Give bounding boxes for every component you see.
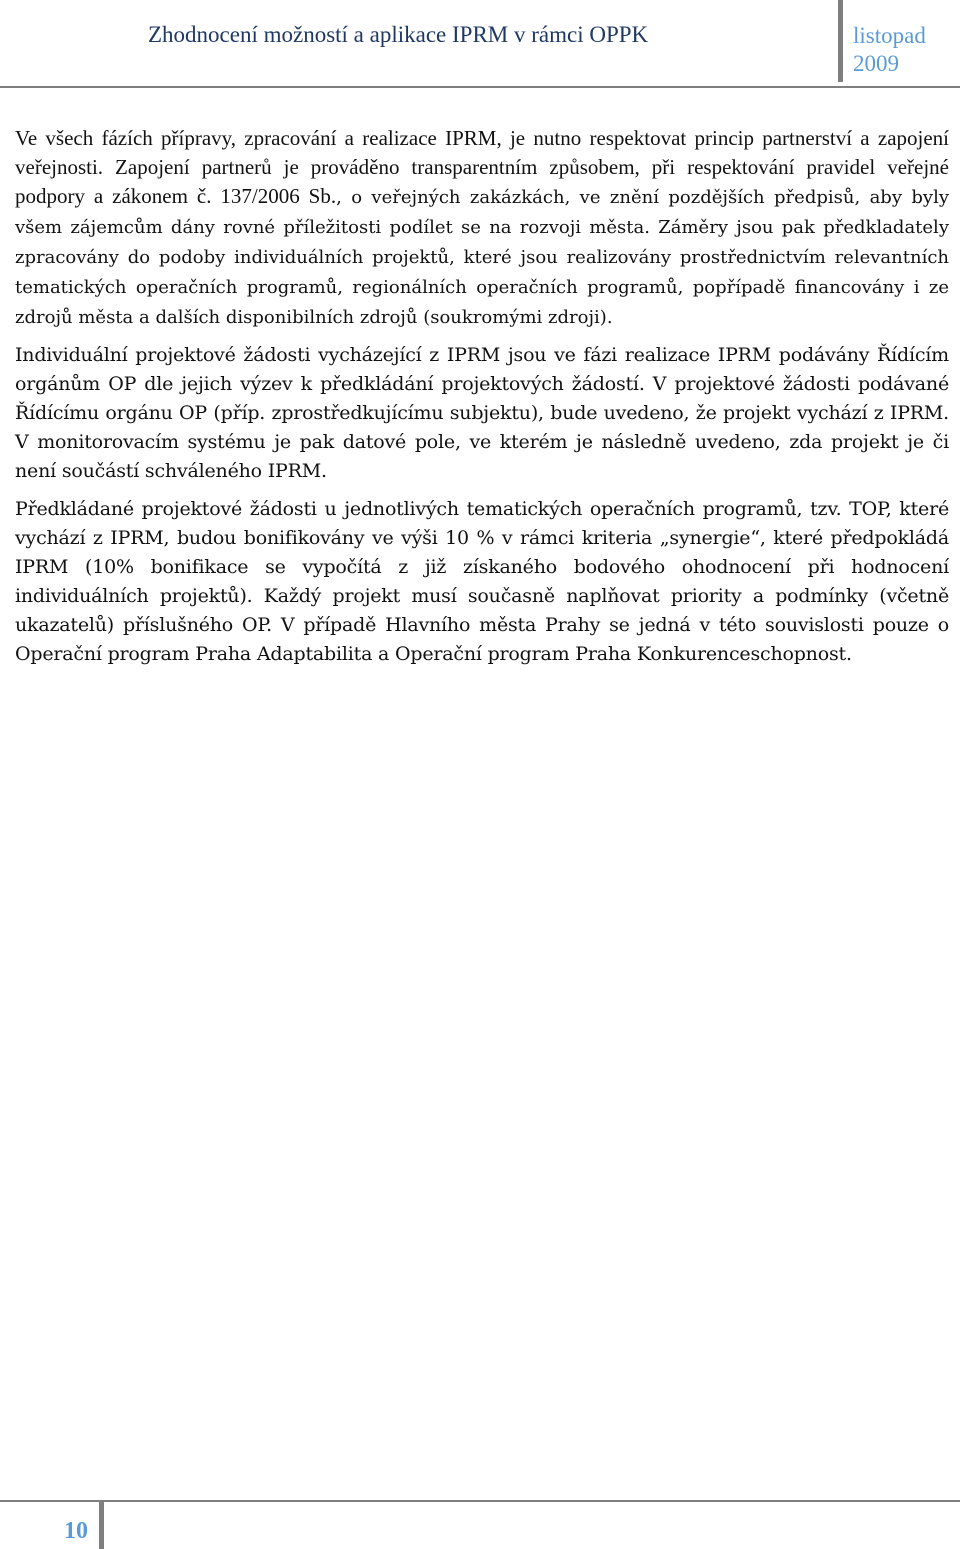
- paragraph-3: Předkládané projektové žádosti u jednotlivých tematických operačních programů, tzv. TOP, které vychází z IPRM, budou bonifikovány ve výši 10 % v rámci kriteria „synergie“, které předpokládá IPRM (10% bonifikace se vypočítá z již získaného bodového ohodnocení při hodnocení individuálních projektů). Každý projekt musí současně naplňovat priority a podmínky (včetně ukazatelů) příslušného OP. V případě Hlavního města Prahy se jedná v této souvislosti pouze o Operační program Praha Adaptabilita a Operační program Praha Konkurenceschopnost.: [15, 498, 949, 665]
- header-rule: [0, 86, 960, 88]
- page-footer: [0, 1500, 960, 1549]
- document-body: [15, 124, 949, 678]
- paragraph-1: [15, 124, 949, 332]
- paragraph-1-part-a: Ve všech fázích přípravy, zpracování a realizace IPRM, je nutno respektovat princip partnerství a zapojení veřejnosti. Zapojení partnerů je prováděno transparentním způsobem, při respektování pravidel veřejné podpory a zákonem č. 137/2006 Sb.: [15, 126, 949, 208]
- date-year: 2009: [853, 51, 899, 76]
- footer-rule: [0, 1500, 960, 1502]
- page-number: 10: [64, 1518, 88, 1544]
- document-date: [853, 22, 926, 78]
- header-divider: [838, 0, 843, 82]
- document-title: Zhodnocení možností a aplikace IPRM v rámci OPPK: [148, 22, 649, 47]
- paragraph-2: Individuální projektové žádosti vycházející z IPRM jsou ve fázi realizace IPRM podávány Řídícím orgánům OP dle jejich výzev k předkládání projektových žádostí. V projektové žádosti podávané Řídícímu orgánu OP (příp. zprostředkujícímu subjektu), bude uvedeno, že projekt vychází z IPRM. V monitorovacím systému je pak datové pole, ve kterém je následně uvedeno, zda projekt je či není součástí schváleného IPRM.: [15, 344, 949, 482]
- date-month: listopad: [853, 23, 926, 48]
- footer-divider: [99, 1500, 104, 1549]
- paragraph-1-part-b: , o veřejných zakázkách, ve znění pozdějších předpisů, aby byly všem zájemcům dány rovné příležitosti podílet se na rozvoji města. Záměry jsou pak předkladately zpracovány do podoby individuálních projektů, které jsou realizovány prostřednictvím relevantních tematických operačních programů, regionálních operačních programů, popřípadě financovány i ze zdrojů města a dalších disponibilních zdrojů (soukromými zdroji).: [15, 187, 950, 328]
- page-header: [0, 0, 960, 90]
